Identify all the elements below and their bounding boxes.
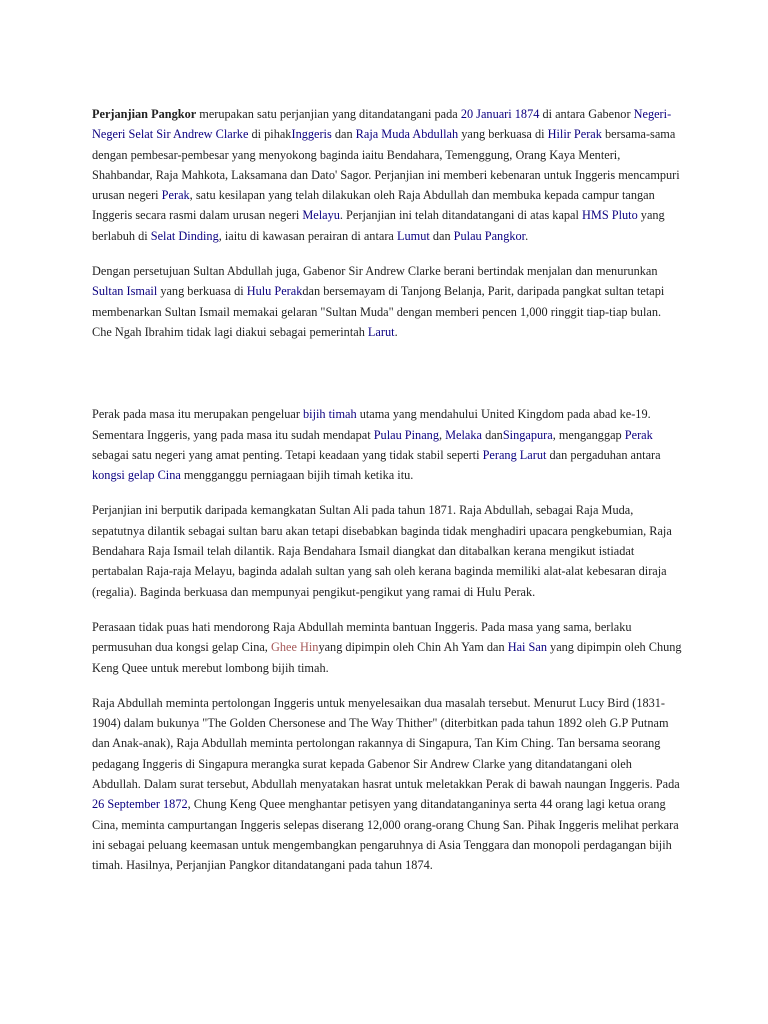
wiki-link[interactable]: Inggeris <box>291 127 332 142</box>
text-run: , menganggap <box>552 427 625 442</box>
text-run: Perasaan tidak puas hati mendorong Raja Abdullah meminta bantuan Inggeris. Pada masa yang sama, berlaku permusuhan dua kongsi gelap Cina, <box>92 619 632 655</box>
text-run: di antara Gabenor <box>539 107 634 121</box>
wiki-link[interactable]: Melaka <box>445 427 482 442</box>
paragraph-p1 <box>92 104 682 246</box>
text-run: yang berkuasa di <box>157 284 247 299</box>
text-run: di pihak <box>248 127 292 142</box>
wiki-link[interactable]: Raja Muda Abdullah <box>355 127 459 142</box>
wiki-link[interactable]: Singapura <box>502 427 553 442</box>
text-run: Raja Abdullah meminta pertolongan Inggeris untuk menyelesaikan dua masalah tersebut. Menurut Lucy Bird (1831-1904) dalam bukunya "The Golden Chersonese and The Way Thither" (diterbitkan pada tahun 1892 oleh G.P Putnam dan Anak-anak), Raja Abdullah meminta pertolongan rakannya di Singapura, Tan Kim Ching. Tan bersama seorang pedagang Inggeris di Singapura merangka surat kepada Gabenor Sir Andrew Clarke yang ditandatangani oleh Abdullah. Dalam surat tersebut, Abdullah menyatakan hasrat untuk meletakkan Perak di bawah naungan Inggeris. Pada <box>92 695 680 792</box>
text-run: , satu kesilapan yang telah dilakukan oleh Raja Abdullah dan membuka kepada campur tangan Inggeris secara rasmi dalam urusan negeri <box>92 188 655 223</box>
paragraph-p3 <box>92 404 682 485</box>
wiki-link[interactable]: Perak <box>161 188 190 203</box>
text-run: dan <box>331 127 356 142</box>
text-run: dan <box>429 228 454 243</box>
wiki-link[interactable]: Hilir Perak <box>547 127 602 142</box>
text-run: dan <box>482 427 503 442</box>
text-run: bersama-sama dengan pembesar-pembesar yang menyokong baginda iaitu Bendahara, Temenggung, Orang Kaya Menteri, Shahbandar, Raja Mahkota, Laksamana dan Dato' Sagor. Perjanjian ini memberi kebenaran untuk Inggeris mencampuri urusan negeri <box>92 127 680 203</box>
document-body <box>92 104 682 891</box>
paragraph-p5 <box>92 617 682 678</box>
paragraph-p4 <box>92 500 682 601</box>
text-run: dan pergaduhan antara <box>546 447 661 462</box>
text-run: yang dipimpin oleh Chin Ah Yam dan <box>318 640 508 655</box>
text-run: yang berlabuh di <box>92 208 665 243</box>
wiki-link[interactable]: kongsi gelap <box>92 468 155 483</box>
wiki-link[interactable]: Melayu <box>302 208 340 223</box>
wiki-link[interactable]: Pulau Pinang <box>373 427 439 442</box>
text-run: , Chung Keng Quee menghantar petisyen yang ditandatanganinya serta 44 orang lagi ketua orang Cina, meminta campurtangan Inggeris selepas diserang 12,000 orang-orang Chung San. Pihak Inggeris melihat perkara ini sebagai peluang keemasan untuk mengembangkan pengaruhnya di Asia Tenggara dan monopoli perdagangan bijih timah. Hasilnya, Perjanjian Pangkor ditandatangani pada tahun 1874. <box>92 797 679 873</box>
wiki-link[interactable]: Ghee Hin <box>270 640 319 655</box>
text-run: . <box>525 228 529 243</box>
wiki-link[interactable]: Selat Dinding <box>150 228 219 243</box>
wiki-link[interactable]: Sultan Ismail <box>92 284 158 299</box>
text-run: mengganggu perniagaan bijih timah ketika itu. <box>180 468 414 483</box>
text-run: sebagai satu negeri yang amat penting. Tetapi keadaan yang tidak stabil seperti <box>92 447 483 462</box>
wiki-link[interactable]: Negeri-Negeri Selat <box>92 107 672 142</box>
wiki-link[interactable]: Hulu Perak <box>246 284 303 299</box>
paragraph-p2 <box>92 261 682 342</box>
wiki-link[interactable]: 20 Januari 1874 <box>460 107 540 121</box>
text-run: . <box>394 324 398 339</box>
text-run: utama yang mendahului United Kingdom pada abad ke-19. Sementara Inggeris, yang pada masa itu sudah mendapat <box>92 407 651 442</box>
wiki-link[interactable]: Pulau Pangkor <box>453 228 526 243</box>
wiki-link[interactable]: Larut <box>367 324 395 339</box>
wiki-link[interactable]: Cina <box>157 468 181 483</box>
text-run: , iaitu di kawasan perairan di antara <box>218 228 397 243</box>
text-run: yang berkuasa di <box>458 127 548 142</box>
article-title-term: Perjanjian Pangkor <box>92 107 197 121</box>
wiki-link[interactable]: Perak <box>624 427 653 442</box>
paragraph-gap <box>92 357 682 404</box>
wiki-link[interactable]: Lumut <box>396 228 430 243</box>
text-run: yang dipimpin oleh Chung Keng Quee untuk merebut lombong bijih timah. <box>92 640 682 675</box>
wiki-link[interactable]: Perang Larut <box>482 447 547 462</box>
text-run: Perak pada masa itu merupakan pengeluar <box>92 407 304 422</box>
wiki-link[interactable]: Hai San <box>507 640 547 655</box>
text-run: Perjanjian ini berputik daripada kemangkatan Sultan Ali pada tahun 1871. Raja Abdullah, sebagai Raja Muda, sepatutnya dilantik sebagai sultan baru akan tetapi disebabkan baginda tidak menghadiri upacara pengkebumian, Raja Bendahara Raja Ismail telah dilantik. Raja Bendahara Ismail diangkat dan ditabalkan kerana mengikut istiadat pertabalan Raja-raja Melayu, baginda adalah sultan yang sah oleh kerana baginda memiliki alat-alat kebesaran diraja (regalia). Baginda berkuasa dan mempunyai pengikut-pengikut yang ramai di Hulu Perak. <box>92 503 672 599</box>
paragraph-p6 <box>92 693 682 876</box>
text-run: Dengan persetujuan Sultan Abdullah juga, Gabenor Sir Andrew Clarke berani bertindak menjalan dan menurunkan <box>92 264 658 279</box>
wiki-link[interactable]: 26 September 1872 <box>92 797 188 812</box>
text-run: , <box>438 427 446 442</box>
text-run: . Perjanjian ini telah ditandatangani di atas kapal <box>339 208 583 223</box>
wiki-link[interactable]: HMS Pluto <box>582 208 638 223</box>
text-run: dan bersemayam di Tanjong Belanja, Parit, daripada pangkat sultan tetapi membenarkan Sultan Ismail memakai gelaran "Sultan Muda" dengan memberi pencen 1,000 ringgit tiap-tiap bulan. Che Ngah Ibrahim tidak lagi diakui sebagai pemerintah <box>92 284 665 339</box>
wiki-link[interactable]: bijih timah <box>303 407 357 422</box>
text-run: merupakan satu perjanjian yang ditandatangani pada <box>196 107 461 121</box>
wiki-link[interactable]: Sir Andrew Clarke <box>156 127 249 142</box>
